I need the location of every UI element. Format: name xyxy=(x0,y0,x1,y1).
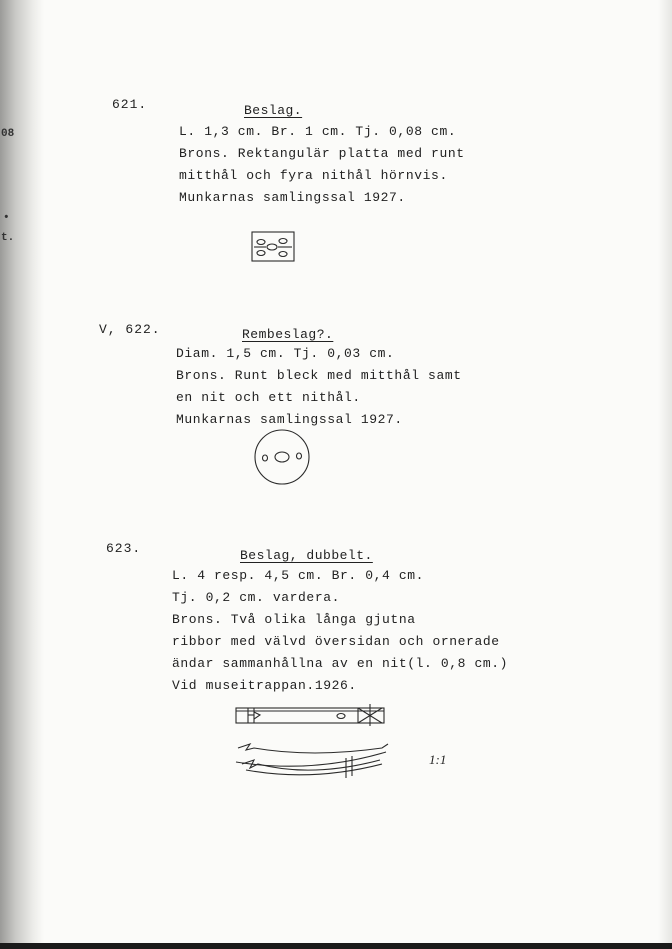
page-right-edge xyxy=(658,0,672,949)
sketch-double-fitting-top xyxy=(232,702,392,730)
entry-line: Brons. Rektangulär platta med runt xyxy=(179,146,465,161)
entry-title: Beslag, dubbelt. xyxy=(240,548,373,563)
entry-line: ribbor med välvd översidan och ornerade xyxy=(172,634,500,649)
margin-mark-3: t. xyxy=(1,232,15,244)
entry-line: Brons. Två olika långa gjutna xyxy=(172,612,416,627)
entry-number: 621. xyxy=(112,97,148,112)
entry-line: en nit och ett nithål. xyxy=(176,390,361,405)
entry-number: V, 622. xyxy=(99,322,161,337)
page-binding-shadow xyxy=(0,0,44,949)
scale-label: 1:1 xyxy=(429,752,447,767)
margin-mark-2: • xyxy=(3,212,10,224)
margin-mark-1: 08 xyxy=(1,128,15,140)
sketch-rectangular-plate xyxy=(250,230,298,264)
scan-bottom-border xyxy=(0,943,672,949)
entry-line: Munkarnas samlingssal 1927. xyxy=(176,412,403,427)
entry-line: Munkarnas samlingssal 1927. xyxy=(179,190,406,205)
entry-line: L. 4 resp. 4,5 cm. Br. 0,4 cm. xyxy=(172,568,425,583)
entry-line: Brons. Runt bleck med mitthål samt xyxy=(176,368,462,383)
sketch-round-plate xyxy=(252,428,312,486)
entry-line: L. 1,3 cm. Br. 1 cm. Tj. 0,08 cm. xyxy=(179,124,457,139)
entry-line: Vid museitrappan.1926. xyxy=(172,678,357,693)
entry-title: Beslag. xyxy=(244,103,303,118)
entry-line: ändar sammanhållna av en nit(l. 0,8 cm.) xyxy=(172,656,509,671)
entry-line: mitthål och fyra nithål hörnvis. xyxy=(179,168,448,183)
entry-title: Rembeslag?. xyxy=(242,327,334,342)
sketch-double-fitting-side xyxy=(232,740,392,782)
entry-line: Diam. 1,5 cm. Tj. 0,03 cm. xyxy=(176,346,395,361)
entry-line: Tj. 0,2 cm. vardera. xyxy=(172,590,341,605)
entry-number: 623. xyxy=(106,541,142,556)
